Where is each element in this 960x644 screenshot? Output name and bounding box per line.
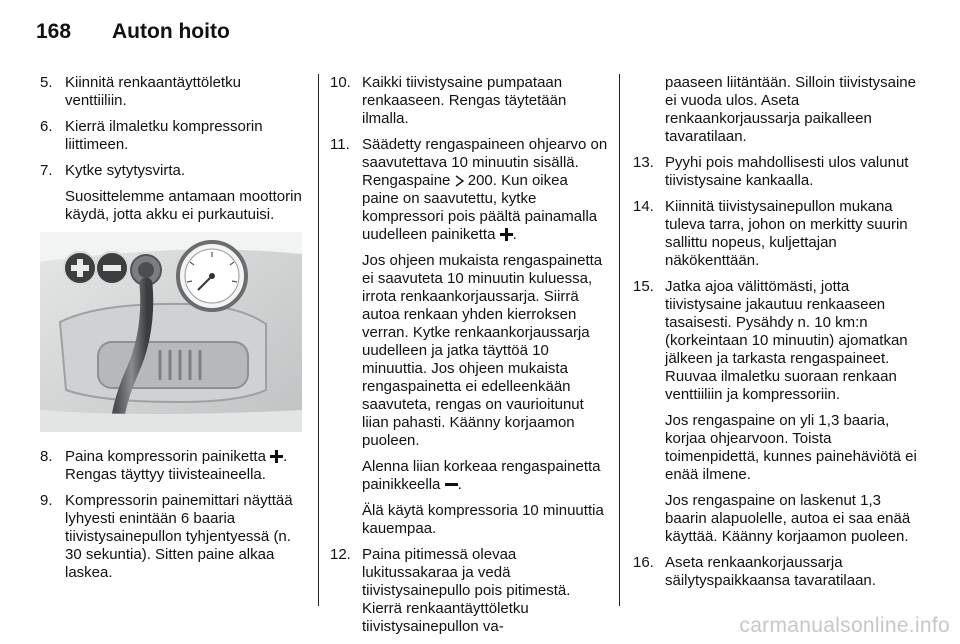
page-title: Auton hoito	[112, 20, 230, 43]
item-text-main: Jatka ajoa välittömästi, jotta tiivistysaine jakautuu renkaaseen tasaisesti. Pysähdy n. 10 km:n (korkeintaan 10 minuutin) ajomatkan jälkeen ja tarkasta rengaspaineet. Ruuvaa ilmaletku suoraan renkaan venttiiliin ja kompressoriin.	[665, 278, 908, 403]
list-item	[40, 448, 302, 484]
item-text-main: Kytke sytytysvirta.	[65, 162, 186, 179]
item-number: 12.	[330, 546, 351, 563]
item-number: 13.	[633, 154, 654, 171]
list-item	[40, 74, 302, 110]
item-paragraph: Jos ohjeen mukaista rengaspainetta ei saavuteta 10 minuutin kuluessa, irrota renkaankorjaussarja. Siirrä autoa renkaan yhden kierroksen verran. Kytke renkaankorjaussarja uudelleen ja jatka täyttöä 10 minuuttia. Jos ohjeen mukaista rengaspainetta ei edelleenkään saavuteta, rengas on vaurioitunut liian pahasti. Käänny korjaamon puoleen.	[362, 252, 603, 449]
item-text	[65, 162, 302, 224]
list-item	[330, 546, 608, 636]
list-item	[633, 554, 923, 590]
item-paragraph	[362, 458, 608, 494]
item-number: 15.	[633, 278, 654, 295]
item-text	[362, 136, 608, 538]
list-item	[40, 118, 302, 154]
item-number: 6.	[40, 118, 53, 135]
list-item	[633, 198, 923, 270]
item-text: Kierrä ilmaletku kompressorin liittimeen.	[65, 118, 263, 153]
plus-icon	[270, 450, 283, 463]
column-3	[633, 74, 923, 598]
list-item	[633, 278, 923, 546]
continued-text	[633, 74, 923, 146]
list-item	[40, 492, 302, 582]
minus-icon	[445, 478, 458, 491]
item-number: 7.	[40, 162, 53, 179]
item-text: Paina pitimessä olevaa lukitussakaraa ja vedä tiivistysainepullo pois pitimestä. Kierrä renkaantäyttöletku tiivistysainepullon va-	[362, 546, 571, 635]
list-item	[40, 162, 302, 224]
item-text-part: .	[512, 226, 517, 243]
item-paragraph: Jos rengaspaine on laskenut 1,3 baarin alapuolelle, autoa ei saa enää käyttää. Käänny korjaamon puoleen.	[665, 492, 911, 545]
arrow-ref-icon	[455, 175, 464, 187]
item-text-part: 200. Kun oikea paine on saavutettu, kytke kompressori pois päältä painamalla uudelleen painiketta	[362, 172, 598, 243]
page-number: 168	[36, 20, 72, 43]
list-item	[330, 74, 608, 128]
item-text-part: Alenna liian korkeaa rengaspainetta painikkeella	[362, 458, 601, 493]
item-text: paaseen liitäntään. Silloin tiivistysaine ei vuoda ulos. Aseta renkaankorjaussarja paikalleen tavaratilaan.	[665, 74, 916, 145]
item-text	[665, 278, 923, 546]
watermark: carmanualsonline.info	[739, 614, 950, 637]
item-paragraph: Älä käytä kompressoria 10 minuuttia kauempaa.	[362, 502, 604, 537]
item-text-part: . Rengas täyttyy tiivisteaineella.	[65, 448, 288, 483]
item-paragraph: Jos rengaspaine on yli 1,3 baaria, korjaa ohjearvoon. Toista toimenpidettä, kunnes painehäviötä ei enää ilmene.	[665, 412, 917, 483]
item-text-part: Säädetty rengaspaineen ohjearvo on saavutettava 10 minuutin sisällä. Rengaspaine	[362, 136, 608, 189]
column-divider	[619, 74, 620, 606]
compressor-illustration	[40, 232, 302, 432]
item-number: 14.	[633, 198, 654, 215]
item-number: 10.	[330, 74, 351, 91]
item-text: Pyyhi pois mahdollisesti ulos valunut tiivistysaine kankaalla.	[665, 154, 909, 189]
item-note: Suosittelemme antamaan moottorin käydä, jotta akku ei purkautuisi.	[65, 188, 302, 223]
item-text: Aseta renkaankorjaussarja säilytyspaikkaansa tavaratilaan.	[665, 554, 876, 589]
column-2	[330, 74, 608, 644]
item-number: 11.	[330, 136, 350, 153]
item-number: 9.	[40, 492, 53, 509]
list-item	[633, 154, 923, 190]
item-text	[65, 448, 302, 484]
item-text: Kiinnitä tiivistysainepullon mukana tuleva tarra, johon on merkitty suurin sallittu nopeus, kuljettajan näkökenttään.	[665, 198, 908, 269]
column-divider	[318, 74, 319, 606]
plus-icon	[500, 228, 513, 241]
item-text: Kaikki tiivistysaine pumpataan renkaaseen. Rengas täytetään ilmalla.	[362, 74, 567, 127]
item-number: 5.	[40, 74, 53, 91]
item-number: 8.	[40, 448, 53, 465]
item-text: Kiinnitä renkaantäyttöletku venttiiliin.	[65, 74, 241, 109]
page-header	[36, 20, 230, 48]
item-text-part: .	[457, 476, 462, 493]
item-text: Kompressorin painemittari näyttää lyhyesti enintään 6 baaria tiivistysainepullon tyhjentyessä (n. 30 sekuntia). Sitten paine alkaa laskea.	[65, 492, 293, 581]
compressor-icon	[40, 232, 302, 432]
column-1	[40, 74, 302, 590]
item-number: 16.	[633, 554, 654, 571]
list-item	[330, 136, 608, 538]
item-text-part: Paina kompressorin painiketta	[65, 448, 266, 465]
